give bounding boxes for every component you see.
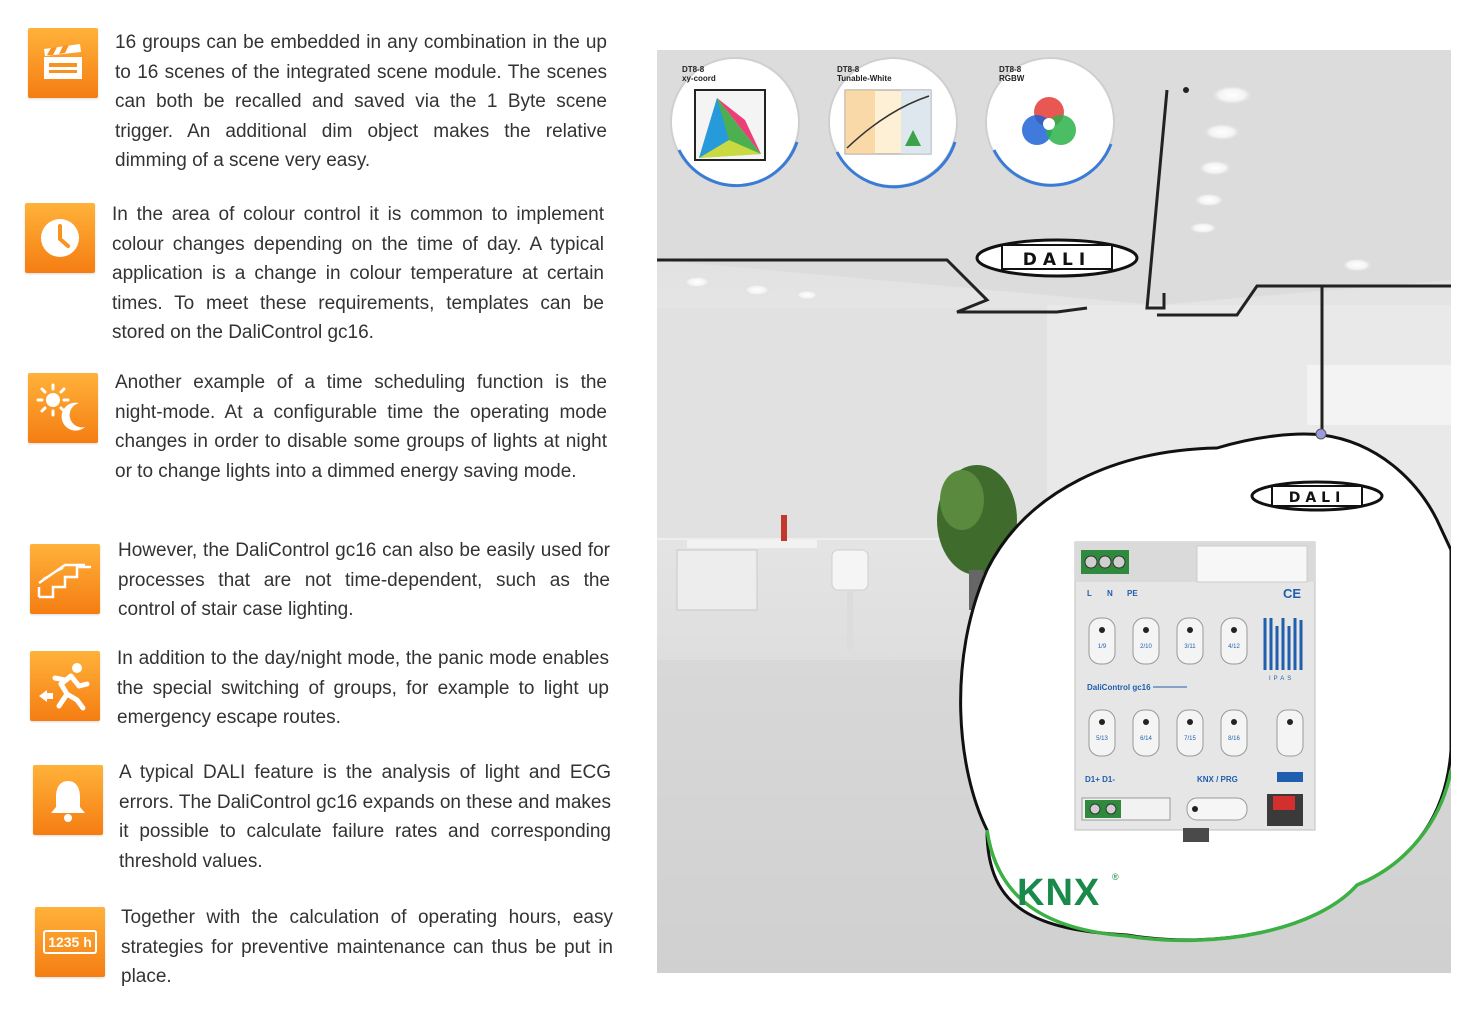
bell-icon (33, 765, 103, 835)
hour-counter-icon (35, 907, 105, 977)
svg-text:DT8-8: DT8-8 (837, 65, 860, 74)
dali-room-illustration (657, 50, 1451, 973)
emergency-exit-icon (30, 651, 100, 721)
channel-button (1133, 710, 1159, 756)
svg-text:KNX / PRG: KNX / PRG (1197, 775, 1238, 784)
dalicontrol-gc16-device (1075, 542, 1315, 842)
hour-counter-label: 1235 h (43, 930, 97, 954)
stairs-icon (30, 544, 100, 614)
channel-led (1099, 719, 1105, 725)
feature-text: 16 groups can be embedded in any combination in the up to 16 scenes of the integrated scene module. The scenes can both be recalled and saved via the 1 Byte scene trigger. An additional dim object makes the relative dimming of a scene very easy. (115, 32, 607, 171)
feature-text: Together with the calculation of operating hours, easy strategies for preventive maintenance can thus be put in place. (121, 907, 613, 987)
color-badge-xy (671, 58, 799, 186)
svg-text:DALI: DALI (1022, 250, 1092, 270)
feature-text: A typical DALI feature is the analysis of light and ECG errors. The DaliControl gc16 expands on these and makes it possible to calculate failure rates and corresponding threshold values. (119, 762, 611, 872)
channel-button (1177, 618, 1203, 664)
feature-text: However, the DaliControl gc16 can also be easily used for processes that are not time-dependent, such as the control of stair case lighting. (118, 540, 610, 620)
channel-led (1099, 627, 1105, 633)
channel-button (1089, 710, 1115, 756)
channel-led (1187, 719, 1193, 725)
svg-text:DT8-8: DT8-8 (682, 65, 705, 74)
svg-text:xy-coord: xy-coord (682, 74, 716, 83)
svg-text:®: ® (1112, 872, 1119, 882)
channel-label: 7/15 (1184, 736, 1196, 742)
svg-text:RGBW: RGBW (999, 74, 1025, 83)
svg-text:DaliControl gc16: DaliControl gc16 (1087, 683, 1151, 692)
svg-text:DT8-8: DT8-8 (999, 65, 1022, 74)
svg-text:KNX: KNX (1017, 872, 1101, 914)
channel-button (1133, 618, 1159, 664)
channel-button (1221, 618, 1247, 664)
svg-text:D1+ D1-: D1+ D1- (1085, 775, 1116, 784)
channel-label: 5/13 (1096, 736, 1108, 742)
channel-led (1231, 627, 1237, 633)
feature-text: In the area of colour control it is common to implement colour changes depending on the time of day. A typical application is a change in colour temperature at certain times. To meet these requirements, templates can be stored on the DaliControl gc16. (112, 204, 604, 343)
channel-led (1187, 627, 1193, 633)
clapperboard-icon (28, 28, 98, 98)
channel-label: 8/16 (1228, 736, 1240, 742)
channel-label: 2/10 (1140, 644, 1152, 650)
color-badge-rgb (986, 58, 1114, 186)
channel-button (1177, 710, 1203, 756)
channel-button (1221, 710, 1247, 756)
svg-text:CE: CE (1283, 586, 1302, 601)
channel-led (1231, 719, 1237, 725)
channel-led (1143, 719, 1149, 725)
svg-text:IPAS: IPAS (1269, 676, 1295, 682)
dali-logo (977, 240, 1137, 276)
channel-label: 1/9 (1097, 644, 1107, 650)
channel-button (1089, 618, 1115, 664)
sun-moon-icon (28, 373, 98, 443)
svg-text:DALI: DALI (1288, 490, 1346, 506)
svg-text:Tunable-White: Tunable-White (837, 74, 892, 83)
brand-logo (1261, 616, 1305, 682)
channel-led (1143, 627, 1149, 633)
svg-text:PE: PE (1127, 589, 1138, 598)
svg-text:N: N (1107, 589, 1113, 598)
color-badge-tunable-white (829, 58, 957, 187)
channel-label: 3/11 (1184, 644, 1196, 650)
channel-label: 6/14 (1140, 736, 1152, 742)
feature-text: Another example of a time scheduling function is the night-mode. At a configurable time the operating mode changes in order to disable some groups of lights at night or to change lights into a dimmed energy saving mode. (115, 372, 607, 482)
svg-text:L: L (1087, 589, 1092, 598)
channel-label: 4/12 (1228, 644, 1240, 650)
clock-icon (25, 203, 95, 273)
feature-text: In addition to the day/night mode, the panic mode enables the special switching of groups, for example to light up emergency escape routes. (117, 648, 609, 728)
